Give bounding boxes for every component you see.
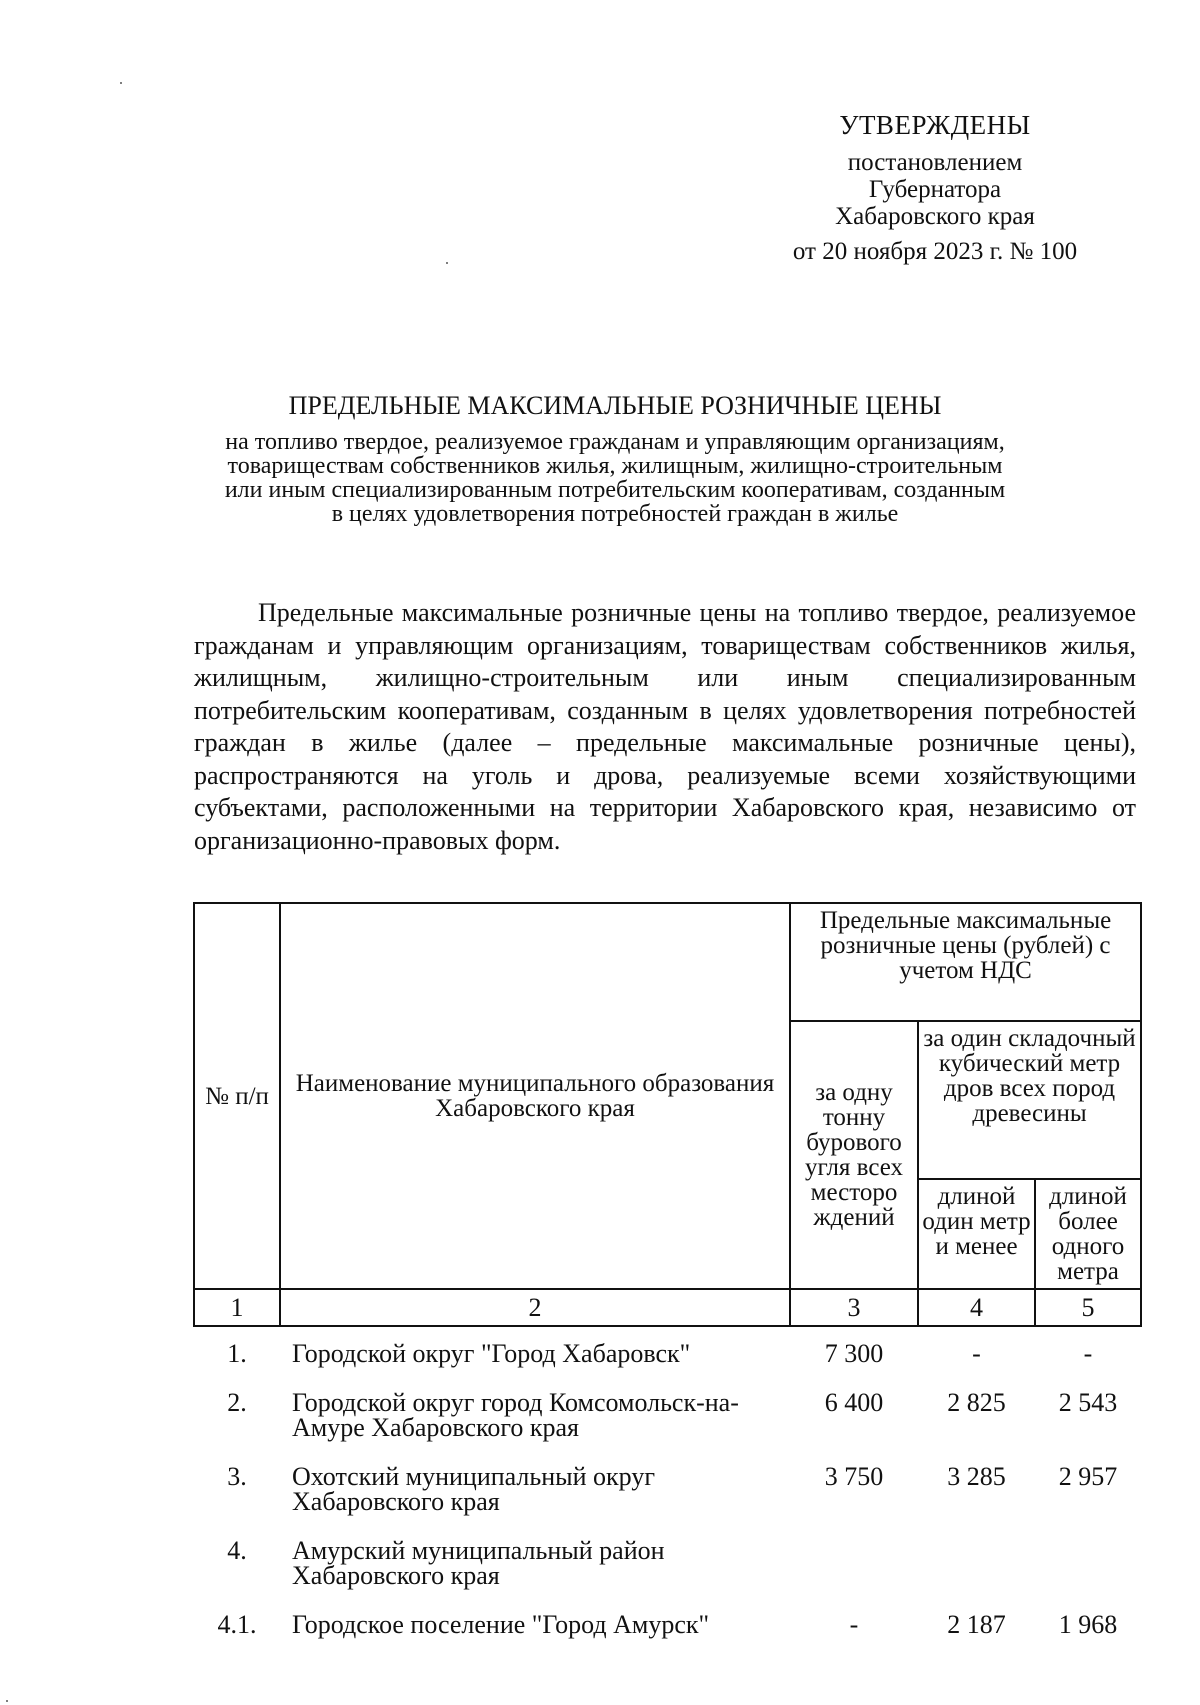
coal-price: 7 300: [824, 1339, 884, 1368]
municipality-name: Городской округ "Город Хабаровск": [292, 1339, 691, 1368]
subtitle-line: товариществам собственников жилья, жилищным, жилищно-строительным: [227, 453, 1003, 479]
document-title: ПРЕДЕЛЬНЫЕ МАКСИМАЛЬНЫЕ РОЗНИЧНЫЕ ЦЕНЫ: [288, 391, 942, 420]
subtitle-line: на топливо твердое, реализуемое гражданам и управляющим организациям,: [225, 429, 1005, 455]
coal-price: [790, 1524, 918, 1598]
wood-short-price: 3 285: [947, 1462, 1006, 1491]
table-row: [194, 1598, 1141, 1647]
subtitle-line: или иным специализированным потребительским кооперативам, созданным: [224, 477, 1006, 503]
header-num: № п/п: [194, 903, 280, 1289]
body-paragraph: Предельные максимальные розничные цены на топливо твердое, реализуемое гражданам и управляющим организациям, товариществам собственников жилья, жилищным, жилищно-строительным или иным специализированным потребительским кооперативам, созданным в целях удовлетворения потребностей граждан в жилье (далее – предельные максимальные розничные цены), распространяются на уголь и дрова, реализуемые всеми хозяйствующими субъектами, расположенными на территории Хабаровского края, независимо от организационно-правовых форм.: [194, 598, 1136, 855]
header-prices: Предельные максимальные розничные цены (рублей) с учетом НДС: [790, 903, 1141, 1021]
approval-date: от 20 ноября 2023 г. № 100: [792, 238, 1078, 265]
header-wood-long: длиной более одного метра: [1035, 1179, 1141, 1289]
price-table: [193, 902, 1142, 1647]
municipality-name: Охотский муниципальный округ Хабаровского края: [292, 1462, 655, 1516]
row-number: 1.: [227, 1339, 247, 1368]
wood-short-price: 2 825: [947, 1388, 1006, 1417]
wood-long-price: -: [1083, 1339, 1093, 1368]
wood-short-price: [918, 1524, 1035, 1598]
wood-short-price: -: [972, 1339, 981, 1368]
document-subtitle: [180, 430, 1050, 526]
coal-price: 3 750: [824, 1462, 884, 1491]
approval-line: Губернатора: [868, 176, 1002, 203]
header-wood: за один складочный кубический метр дров всех пород древесины: [918, 1021, 1141, 1179]
approval-line: Хабаровского края: [835, 203, 1035, 230]
table-row: [194, 1376, 1141, 1450]
coal-price: 6 400: [824, 1388, 884, 1417]
approval-line: постановлением: [847, 149, 1023, 176]
wood-short-price: 2 187: [947, 1610, 1006, 1639]
header-municipality: Наименование муниципального образования Хабаровского края: [280, 903, 790, 1289]
table-row: [194, 1326, 1141, 1376]
column-number: 4: [918, 1289, 1035, 1326]
row-number: 2.: [227, 1388, 247, 1417]
wood-long-price: [1035, 1524, 1141, 1598]
scan-speck: [120, 82, 122, 84]
table-row: [194, 1450, 1141, 1524]
header-coal: за одну тонну бурового угля всех месторо ждений: [790, 1021, 918, 1289]
row-number: 4.1.: [217, 1610, 257, 1639]
scan-speck: [6, 1700, 8, 1702]
scan-speck: [446, 262, 448, 264]
column-number: 3: [790, 1289, 918, 1326]
column-number: 2: [280, 1289, 790, 1326]
approval-block: [770, 112, 1100, 265]
wood-long-price: 2 957: [1058, 1462, 1118, 1491]
table-row: [194, 1524, 1141, 1598]
wood-long-price: 1 968: [1058, 1610, 1118, 1639]
municipality-name: Амурский муниципальный район Хабаровского края: [292, 1536, 665, 1590]
municipality-name: Городской округ город Комсомольск-на-Амуре Хабаровского края: [292, 1388, 739, 1442]
subtitle-line: в целях удовлетворения потребностей граждан в жилье: [331, 501, 899, 527]
approval-heading: УТВЕРЖДЕНЫ: [839, 110, 1031, 140]
wood-long-price: 2 543: [1058, 1388, 1118, 1417]
coal-price: -: [849, 1610, 859, 1639]
column-number: 5: [1035, 1289, 1141, 1326]
header-wood-short: длиной один метр и менее: [918, 1179, 1035, 1289]
column-number: 1: [194, 1289, 280, 1326]
row-number: 3.: [227, 1462, 247, 1491]
municipality-name: Городское поселение "Город Амурск": [292, 1610, 710, 1639]
row-number: 4.: [227, 1536, 247, 1565]
